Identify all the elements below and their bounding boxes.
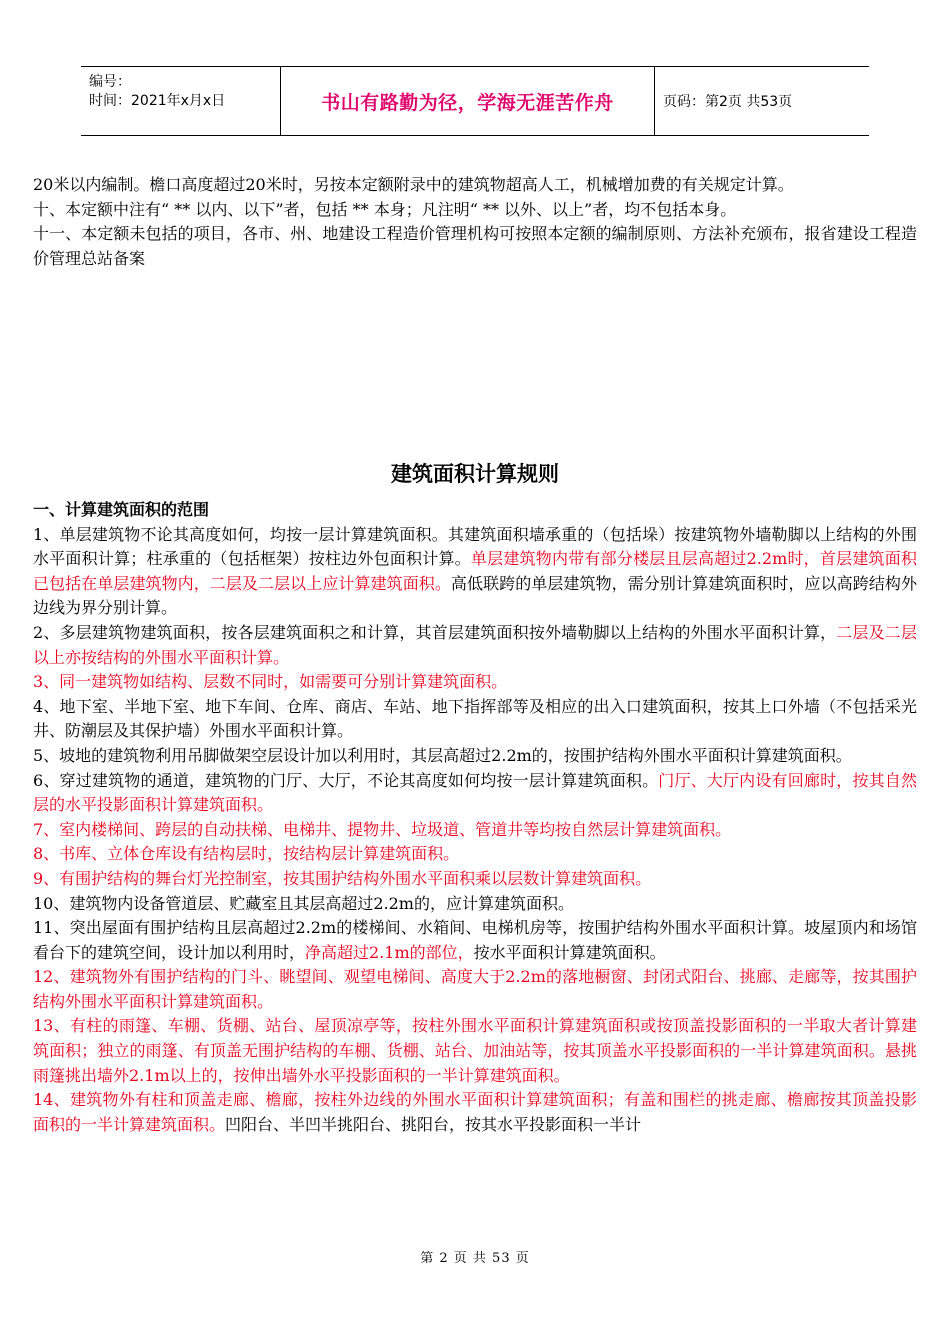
header-motto-cell xyxy=(281,67,655,135)
rule-text: 4、地下室、半地下室、地下车间、仓库、商店、车站、地下指挥部等及相应的出入口建筑面积，按其上口外墙（不包括采光井、防潮层及其保护墙）外围水平面积计算。 xyxy=(33,696,917,741)
rule-text-red: 9、有围护结构的舞台灯光控制室，按其围护结构外围水平面积乘以层数计算建筑面积。 xyxy=(33,868,652,888)
paragraph: 十一、本定额未包括的项目，各市、州、地建设工程造价管理机构可按照本定额的编制原则、方法补充颁布，报省建设工程造价管理总站备案 xyxy=(33,224,917,268)
page-title: 建筑面积计算规则 xyxy=(391,462,559,486)
rule-text-red: 12、建筑物外有围护结构的门斗、眺望间、观望电梯间、高度大于2.2m的落地橱窗、封闭式阳台、挑廊、走廊等，按其围护结构外围水平面积计算建筑面积。 xyxy=(33,967,917,1011)
paragraph: 20米以内编制。檐口高度超过20米时，另按本定额附录中的建筑物超高人工，机械增加费的有关规定计算。 xyxy=(33,175,794,194)
rules-body xyxy=(33,498,917,1137)
header-page-cell xyxy=(655,67,869,135)
rule-text-red: 14、建筑物外有柱和顶盖走廊、檐廊，按柱外边线的外围水平面积计算建筑面积；有盖和围栏的挑走廊、檐廊按其顶盖投影面积的一半计算建筑面积。 xyxy=(33,1090,917,1134)
rule-item xyxy=(33,818,917,843)
rule-text-red: 8、书库、立体仓库设有结构层时，按结构层计算建筑面积。 xyxy=(33,844,460,864)
motto: 书山有路勤为径，学海无涯苦作舟 xyxy=(321,91,614,114)
rule-item xyxy=(33,1014,917,1088)
page-footer: 第 2 页 共 53 页 xyxy=(420,1251,530,1266)
rule-item xyxy=(33,867,917,892)
rule-text-red: 净高超过2.1m的部位， xyxy=(305,942,474,962)
rule-item xyxy=(33,1088,917,1137)
rule-item xyxy=(33,769,917,818)
rule-item xyxy=(33,842,917,867)
page-header xyxy=(81,66,869,136)
header-left-cell xyxy=(81,67,281,135)
rule-text: 1、单层建筑物不论其高度如何，均按一层计算建筑面积。其建筑面积墙承重的（包括垛）按建筑物外墙勒脚以上结构的外围水平面积计算；柱承重的（包括框架）按柱边外包面积计算。 xyxy=(33,524,917,569)
top-paragraphs xyxy=(33,173,917,271)
rule-text-red: 13、有柱的雨篷、车棚、货棚、站台、屋顶凉亭等，按柱外围水平面积计算建筑面积或按顶盖投影面积的一半取大者计算建筑面积；独立的雨篷、有顶盖无围护结构的车棚、货棚、站台、加油站等，按其顶盖水平投影面积的一半计算建筑面积。悬挑雨篷挑出墙外2.1m以上的，按伸出墙外水平投影面积的一半计算建筑面积。 xyxy=(33,1016,917,1085)
rule-item xyxy=(33,892,917,917)
rule-item xyxy=(33,744,917,769)
rule-text-red: 单层建筑物内带有部分楼层且层高超过2.2m时，首层建筑面积已包括在单层建筑物内，二层及二层以上应计算建筑面积。 xyxy=(33,549,917,593)
rule-text: 2、多层建筑物建筑面积，按各层建筑面积之和计算，其首层建筑面积按外墙勒脚以上结构的外围水平面积计算， xyxy=(33,622,837,642)
rule-text-red: 二层及二层以上亦按结构的外围水平面积计算。 xyxy=(33,622,917,667)
rule-text-tail: 按水平面积计算建筑面积。 xyxy=(473,942,666,962)
rule-item xyxy=(33,916,917,965)
code-label: 编号： xyxy=(89,74,131,90)
rule-text: 11、突出屋面有围护结构且层高超过2.2m的楼梯间、水箱间、电梯机房等，按围护结构外围水平面积计算。坡屋顶内和场馆看台下的建筑空间，设计加以利用时， xyxy=(33,918,917,962)
rule-text-red: 7、室内楼梯间、跨层的自动扶梯、电梯井、提物井、垃圾道、管道井等均按自然层计算建筑面积。 xyxy=(33,819,732,839)
rule-text-red: 3、同一建筑物如结构、层数不同时，如需要可分别计算建筑面积。 xyxy=(33,672,508,692)
rule-text-tail: 凹阳台、半凹半挑阳台、挑阳台，按其水平投影面积一半计 xyxy=(225,1114,642,1134)
time-label: 时间：2021年x月x日 xyxy=(89,93,226,109)
rule-item xyxy=(33,695,917,744)
rule-item xyxy=(33,965,917,1014)
rule-text: 10、建筑物内设备管道层、贮藏室且其层高超过2.2m的，应计算建筑面积。 xyxy=(33,893,574,913)
rule-text-tail: 高低联跨的单层建筑物，需分别计算建筑面积时，应以高跨结构外边线为界分别计算。 xyxy=(33,573,917,618)
paragraph: 十、本定额中注有“ ** 以内、以下”者，包括 ** 本身；凡注明“ ** 以外、以上”者，均不包括本身。 xyxy=(33,199,737,219)
rule-item xyxy=(33,621,917,670)
rule-item xyxy=(33,670,917,695)
rule-text-red: 门厅、大厅内设有回廊时，按其自然层的水平投影面积计算建筑面积。 xyxy=(33,770,917,815)
page-info: 页码：第2页 共53页 xyxy=(663,94,793,110)
rule-text: 5、坡地的建筑物利用吊脚做架空层设计加以利用时，其层高超过2.2m的，按围护结构外围水平面积计算建筑面积。 xyxy=(33,745,852,765)
rule-item xyxy=(33,523,917,621)
section-heading: 一、计算建筑面积的范围 xyxy=(33,500,210,519)
rule-text: 6、穿过建筑物的通道，建筑物的门厅、大厅，不论其高度如何均按一层计算建筑面积。 xyxy=(33,770,659,790)
